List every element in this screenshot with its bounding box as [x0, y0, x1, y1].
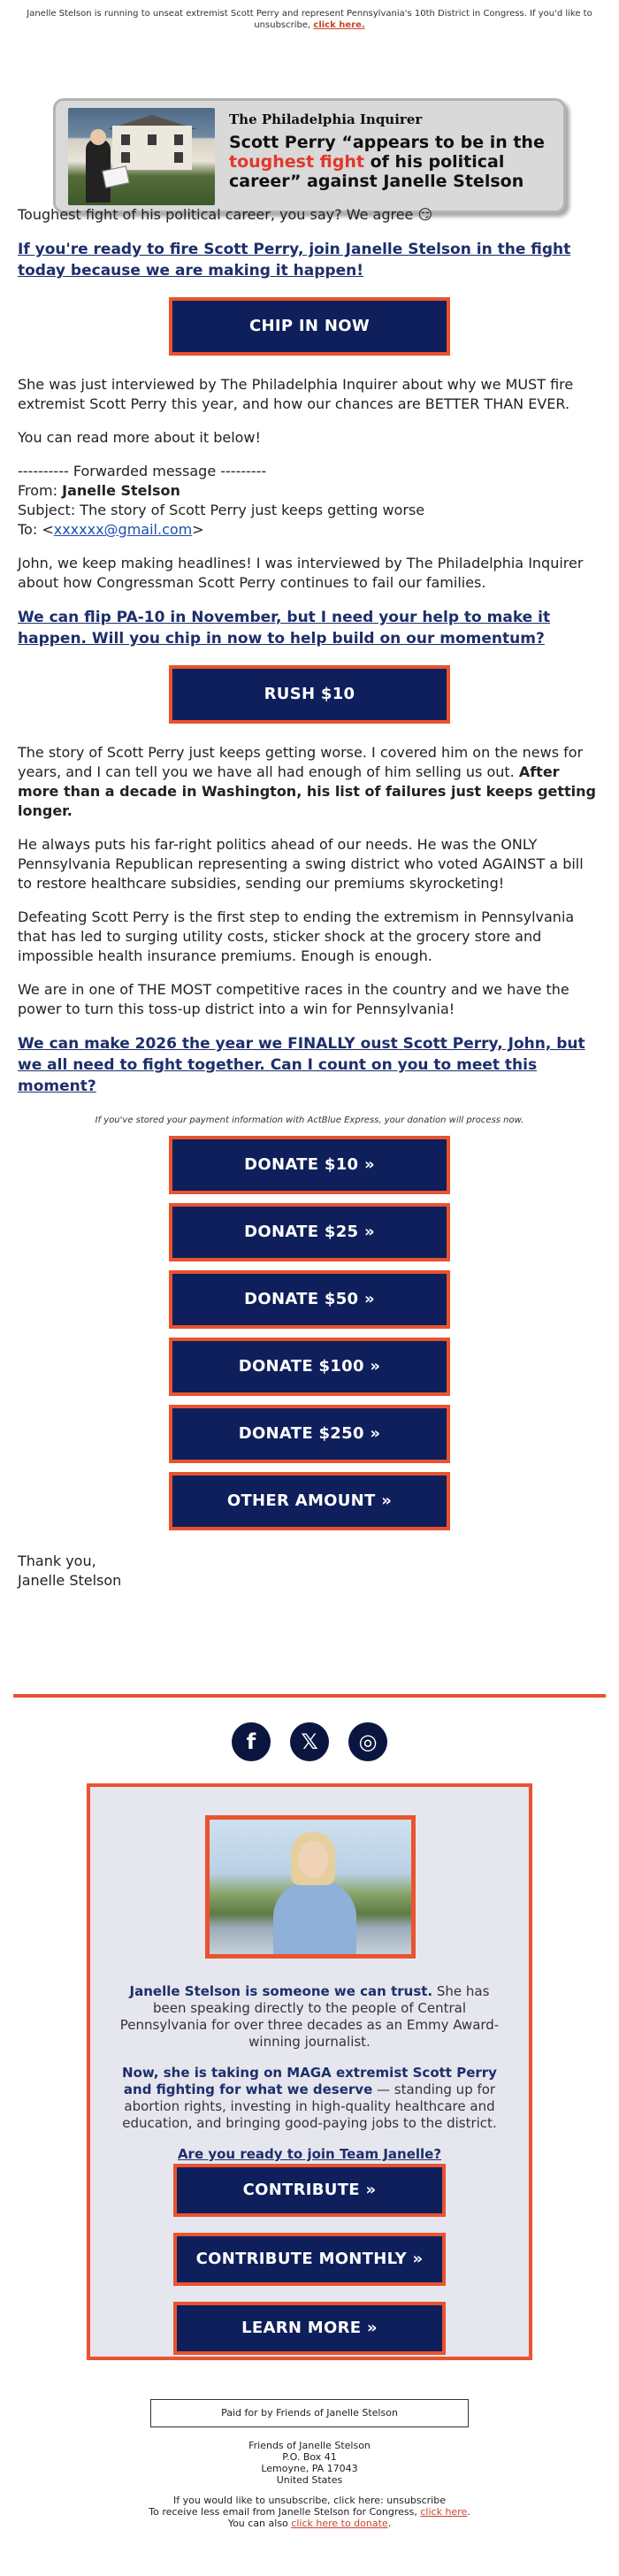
unsubscribe-link[interactable]: click here.	[313, 20, 365, 30]
instagram-icon[interactable]: ◎	[348, 1722, 387, 1761]
far-right-text: He always puts his far-right politics ahead of our needs. He was the ONLY Pennsylvania Republican representing a swing district who voted AGAINST a bill to restore healthcare subsidies, sending our premiums skyrocketing!	[18, 836, 584, 892]
contribute-monthly-button[interactable]: CONTRIBUTE MONTHLY »	[173, 2233, 446, 2286]
sign-off: Thank you, Janelle Stelson	[18, 1552, 122, 1589]
x-icon[interactable]: 𝕏	[290, 1722, 329, 1761]
bio-text: Janelle Stelson is someone we can trust. She has been speaking directly to the people of Central Pennsylvania for over three decades as an Emmy Award-winning journalist. Now, she is taking on MAGA extremist Scott Perry and fighting for what we deserve — standing up for abortion rights, investing in high-quality healthcare and education, and bringing good-paying jobs to the district. Are you ready to join Team Janelle?	[119, 1983, 500, 2162]
read-more-text: You can read more about it below!	[18, 429, 261, 446]
story-text: The story of Scott Perry just keeps getting worse. I covered him on the news for years, and I can tell you we have all had enough of him selling us out. After more than a decade in Washington, his list of failures just keeps getting longer.	[18, 744, 597, 819]
rush-10-button[interactable]: RUSH $10	[169, 665, 450, 724]
fire-perry-link[interactable]: If you're ready to fire Scott Perry, join Janelle Stelson in the fight today because we are making it happen!	[18, 241, 571, 280]
recipient-email[interactable]: xxxxxx@gmail.com	[53, 521, 193, 538]
section-divider	[13, 1694, 606, 1698]
footer-links: If you would like to unsubscribe, click here: unsubscribe To receive less email from Janelle Stelson for Congress, click here. You can also click here to donate.	[0, 2495, 619, 2529]
donate-250-button[interactable]: DONATE $250 »	[169, 1405, 450, 1463]
less-email-link[interactable]: click here	[420, 2506, 468, 2518]
banner-headline: Scott Perry “appears to be in the toughest fight of his political career” against Janelle Stelson	[229, 133, 545, 191]
intro-text: Toughest fight of his political career, you say? We agree 😏	[18, 206, 433, 223]
donate-50-button[interactable]: DONATE $50 »	[169, 1270, 450, 1329]
other-amount-button[interactable]: OTHER AMOUNT »	[169, 1472, 450, 1530]
mailing-address: Friends of Janelle Stelson P.O. Box 41 Lemoyne, PA 17043 United States	[248, 2440, 371, 2486]
oust-perry-link[interactable]: We can make 2026 the year we FINALLY oust Scott Perry, John, but we all need to fight together. Can I count on you to meet this moment?	[18, 1035, 585, 1095]
facebook-icon[interactable]: f	[232, 1722, 271, 1761]
paid-for-box: Paid for by Friends of Janelle Stelson	[150, 2399, 469, 2427]
forwarded-header: ---------- Forwarded message --------- From: Janelle Stelson Subject: The story of Scott Perry just keeps getting worse To: <xxxxxx@gmail.com>	[18, 463, 425, 538]
preheader-text: Janelle Stelson is running to unseat extremist Scott Perry and represent Pennsylvania's 10th District in Congress. If you'd like to unsubscribe,	[27, 9, 592, 30]
bio-buttons	[90, 2164, 529, 2371]
interview-text: She was just interviewed by The Philadelphia Inquirer about why we MUST fire extremist Scott Perry this year, and how our chances are BETTER THAN EVER.	[18, 376, 574, 412]
preheader	[0, 0, 619, 34]
inquirer-banner[interactable]	[53, 98, 566, 213]
extremism-text: Defeating Scott Perry is the first step to ending the extremism in Pennsylvania that has led to surging utility costs, sticker shock at the grocery store and impossible health insurance premiums. Enough is enough.	[18, 908, 575, 964]
headlines-text: John, we keep making headlines! I was interviewed by The Philadelphia Inquirer about how Congressman Scott Perry continues to fail our families.	[18, 555, 584, 591]
learn-more-button[interactable]: LEARN MORE »	[173, 2302, 446, 2355]
unsubscribe-text: If you would like to unsubscribe, click here: unsubscribe	[173, 2495, 446, 2506]
candidate-photo	[68, 108, 215, 205]
contribute-button[interactable]: CONTRIBUTE »	[173, 2164, 446, 2217]
flip-pa10-link[interactable]: We can flip PA-10 in November, but I need your help to make it happen. Will you chip in now to help build on our momentum?	[18, 609, 551, 648]
janelle-photo	[205, 1815, 416, 1959]
footer-donate-link[interactable]: click here to donate	[291, 2518, 388, 2529]
bio-card	[87, 1783, 532, 2360]
inquirer-logo: The Philadelphia Inquirer	[229, 111, 423, 127]
donate-25-button[interactable]: DONATE $25 »	[169, 1203, 450, 1261]
social-links	[0, 1722, 619, 1761]
donate-buttons	[18, 1136, 601, 1530]
email-body	[18, 205, 601, 1591]
competitive-text: We are in one of THE MOST competitive races in the country and we have the power to turn this toss-up district into a win for Pennsylvania!	[18, 981, 569, 1017]
donate-100-button[interactable]: DONATE $100 »	[169, 1338, 450, 1396]
chip-in-button[interactable]: CHIP IN NOW	[169, 297, 450, 356]
join-team-link[interactable]: Are you ready to join Team Janelle?	[177, 2146, 442, 2162]
donate-10-button[interactable]: DONATE $10 »	[169, 1136, 450, 1194]
actblue-note: If you've stored your payment information with ActBlue Express, your donation will process now.	[95, 1116, 524, 1125]
